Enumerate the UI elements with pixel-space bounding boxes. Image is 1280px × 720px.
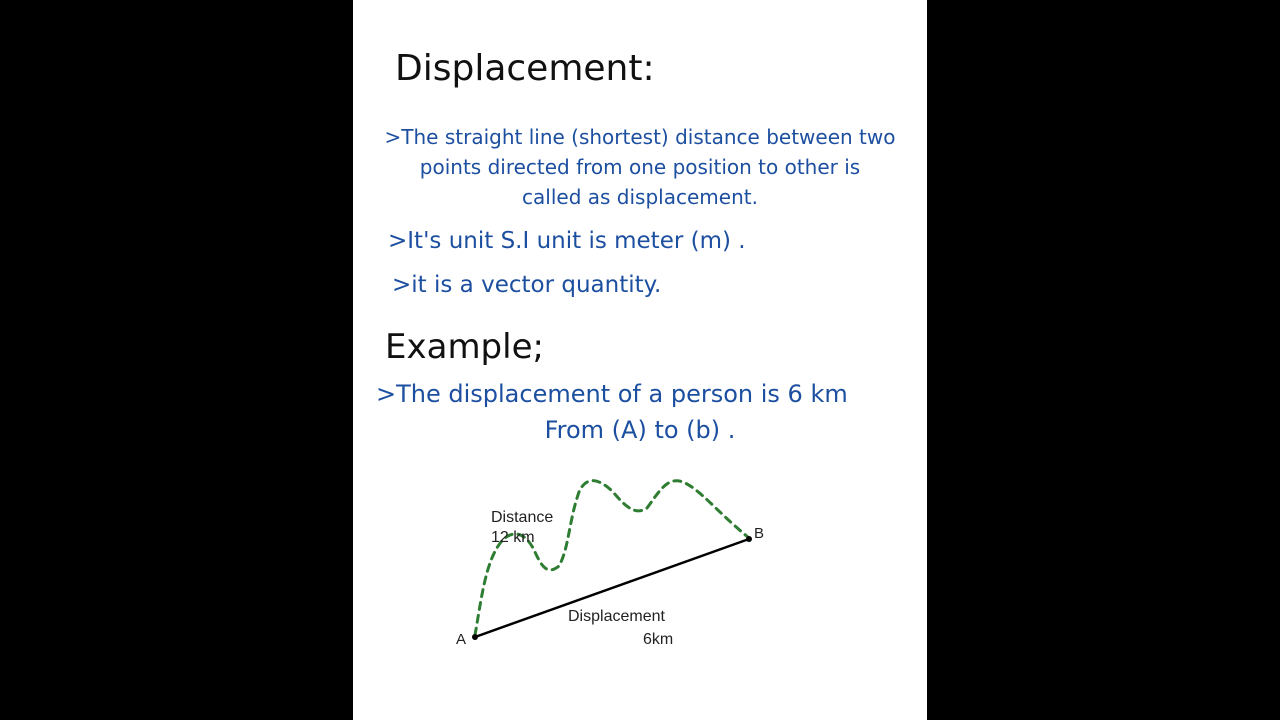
- point-b-label: B: [754, 525, 765, 542]
- definition-line: points directed from one position to other is: [419, 155, 861, 179]
- displacement-value: 6km: [643, 631, 674, 648]
- vector-point: >it is a vector quantity.: [392, 272, 662, 298]
- displacement-diagram: [453, 452, 773, 677]
- example-line: From (A) to (b) .: [544, 416, 736, 444]
- point-b-marker: [746, 536, 752, 542]
- definition-text: [353, 122, 927, 212]
- unit-point: >It's unit S.I unit is meter (m) .: [388, 228, 746, 254]
- diagram-svg: [453, 452, 773, 677]
- slide-page: [353, 0, 927, 720]
- point-a-label: A: [456, 631, 467, 648]
- displacement-label: Displacement: [568, 608, 665, 625]
- example-line: >The displacement of a person is 6 km: [376, 380, 848, 408]
- example-heading: Example;: [385, 327, 544, 367]
- page-title: Displacement:: [395, 48, 655, 89]
- distance-value: 12 km: [491, 529, 535, 546]
- definition-line: called as displacement.: [522, 185, 758, 209]
- distance-label: Distance: [491, 509, 554, 526]
- point-a-marker: [472, 634, 478, 640]
- definition-line: >The straight line (shortest) distance between two: [384, 125, 896, 149]
